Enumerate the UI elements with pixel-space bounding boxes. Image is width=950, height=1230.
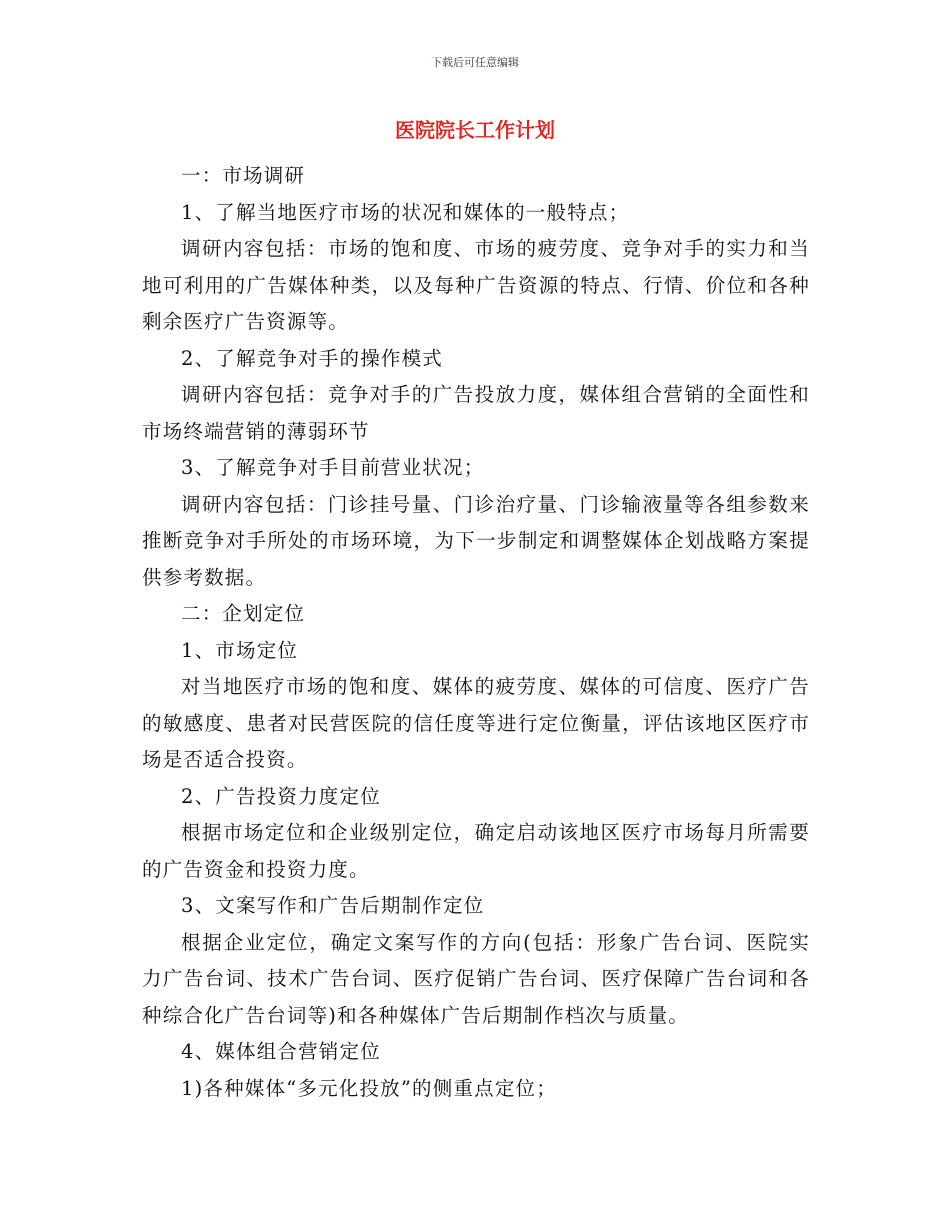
subheading: 2、了解竞争对手的操作模式	[181, 346, 444, 370]
document-title: 医院院长工作计划	[395, 118, 555, 142]
paragraph: 对当地医疗市场的饱和度、媒体的疲劳度、媒体的可信度、医疗广告的敏感度、患者对民营医院的信任度等进行定位衡量，评估该地区医疗市场是否适合投资。	[142, 675, 810, 771]
subheading: 1、了解当地医疗市场的状况和媒体的一般特点；	[181, 200, 630, 224]
section-heading: 一：市场调研	[181, 164, 306, 187]
page-header: 下载后可任意编辑	[431, 56, 519, 69]
list-item: 1)各种媒体“多元化投放”的侧重点定位；	[181, 1076, 557, 1100]
subheading: 1、市场定位	[181, 638, 299, 662]
paragraph: 根据企业定位，确定文案写作的方向(包括：形象广告台词、医院实力广告台词、技术广告台词、医疗促销广告台词、医疗保障广告台词和各种综合化广告台词等)和各种媒体广告后期制作档次与质量。	[142, 930, 810, 1027]
section-heading: 二：企划定位	[181, 602, 306, 625]
paragraph: 根据市场定位和企业级别定位，确定启动该地区医疗市场每月所需要的广告资金和投资力度。	[142, 821, 810, 881]
subheading: 3、文案写作和广告后期制作定位	[181, 894, 485, 917]
subheading: 2、广告投资力度定位	[181, 784, 381, 808]
paragraph: 调研内容包括：门诊挂号量、门诊治疗量、门诊输液量等各组参数来推断竞争对手所处的市场环境，为下一步制定和调整媒体企划战略方案提供参考数据。	[142, 492, 810, 589]
document-body	[142, 158, 810, 1107]
paragraph: 调研内容包括：市场的饱和度、市场的疲劳度、竞争对手的实力和当地可利用的广告媒体种类，以及每种广告资源的特点、行情、价位和各种剩余医疗广告资源等。	[142, 237, 810, 333]
subheading: 4、媒体组合营销定位	[181, 1040, 381, 1063]
subheading: 3、了解竞争对手目前营业状况；	[181, 456, 485, 479]
paragraph: 调研内容包括：竞争对手的广告投放力度，媒体组合营销的全面性和市场终端营销的薄弱环节	[142, 383, 810, 443]
